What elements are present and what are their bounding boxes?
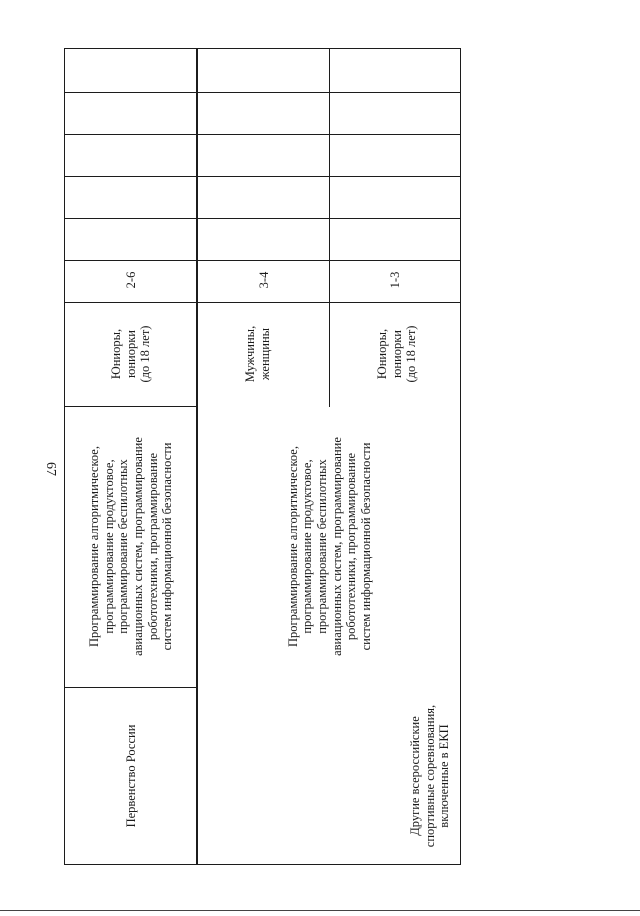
disciplines-text: Программирование алгоритмическое, программирование продуктовое, программирование беспилотных авиационных систем, программирование робототехники, программирование систем информационной безопасности: [87, 437, 175, 656]
column-divider: [64, 134, 461, 135]
page-edge-line: [0, 910, 640, 911]
age-range: 3-4: [256, 271, 271, 289]
column-divider: [64, 302, 461, 303]
competition-name: Первенство России: [123, 724, 138, 828]
column-divider: [64, 218, 461, 219]
disciplines-text: Программирование алгоритмическое, программирование продуктовое, программирование беспилотных авиационных систем, программирование робототехники, программирование систем информационной безопасности: [285, 437, 373, 656]
column-divider: [64, 687, 198, 688]
column-divider: [64, 176, 461, 177]
column-divider: [64, 406, 198, 407]
age-group: Мужчины, женщины: [243, 325, 272, 383]
page-number: 67: [43, 462, 58, 476]
column-divider: [64, 92, 461, 93]
age-range: 2-6: [123, 271, 138, 289]
competition-name: Другие всероссийские спортивные соревнования, включенные в ЕКП: [408, 704, 452, 848]
age-group: Юниоры, юниорки (до 18 лет): [375, 325, 419, 383]
age-group: Юниоры, юниорки (до 18 лет): [109, 325, 153, 383]
row-divider: [196, 48, 198, 865]
age-range: 1-3: [388, 271, 403, 289]
